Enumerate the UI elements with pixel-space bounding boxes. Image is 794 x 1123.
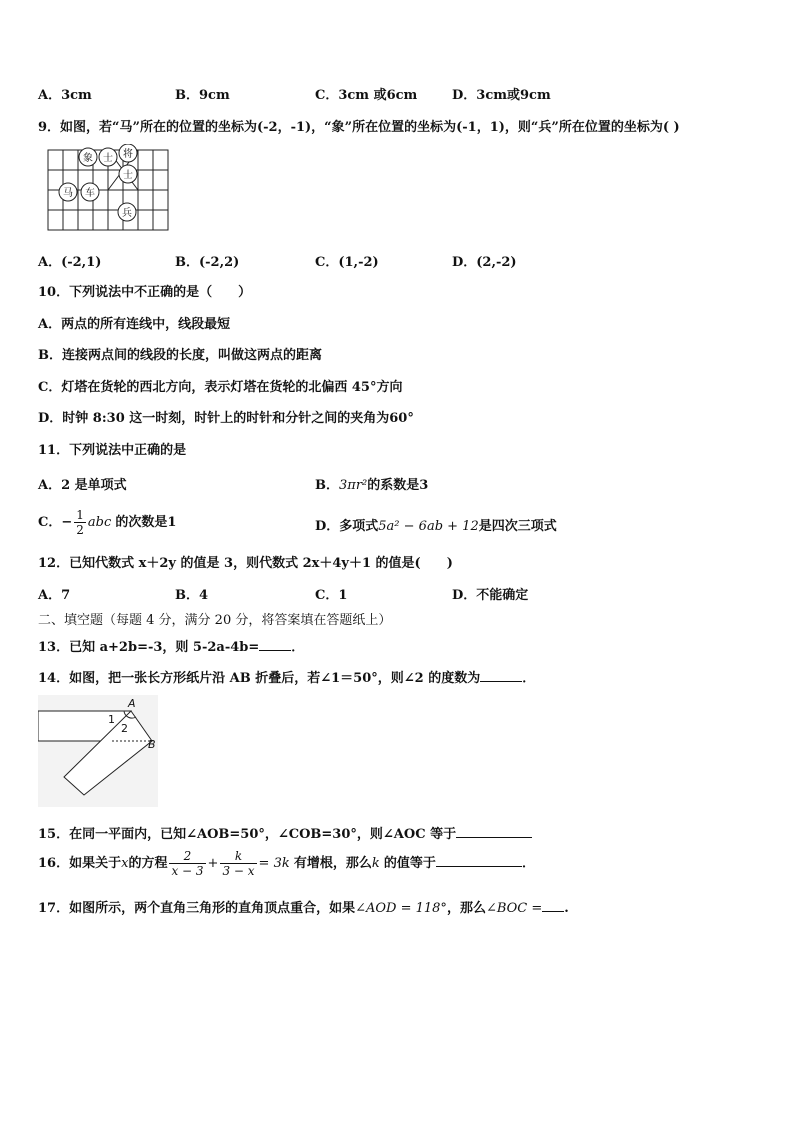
q17-end: . — [564, 901, 569, 916]
q8-option-a: A．3cm — [38, 88, 92, 103]
q11-option-c-prefix: C．− — [38, 515, 73, 530]
q16-f1-numerator: 2 — [169, 849, 205, 864]
label-angle-1: 1 — [108, 713, 115, 726]
q11-option-b-math: 3πr² — [339, 478, 368, 493]
piece-shi-2-label: 士 — [123, 170, 133, 181]
q9-option-a: A．(-2,1) — [38, 255, 102, 270]
q16-tail: 的值等于 — [383, 856, 436, 871]
q16-f1-denominator: x − 3 — [171, 864, 204, 878]
q16-answer-blank — [436, 866, 522, 867]
q11-option-c — [38, 508, 176, 537]
q11-option-d — [315, 515, 557, 534]
q11-option-c-fraction — [74, 508, 86, 537]
q11-option-d-math: 5a² − 6ab + 12 — [378, 519, 479, 534]
piece-ma-label: 马 — [63, 188, 73, 199]
q16-var-x: x — [121, 856, 129, 871]
q16-fraction-1 — [169, 849, 205, 878]
q13-body: 13．已知 a+2b=-3，则 5-2a-4b= — [38, 640, 260, 655]
q9-option-d: D．(2,-2) — [452, 255, 517, 270]
q17-text — [38, 897, 569, 916]
label-angle-2: 2 — [121, 722, 128, 735]
q15-text — [38, 823, 532, 842]
label-b: B — [148, 738, 156, 751]
q11-option-c-denominator: 2 — [76, 523, 84, 537]
q10-option-d: D．时钟 8:30 这一时刻，时针上的时针和分针之间的夹角为60° — [38, 411, 414, 426]
q10-option-c: C．灯塔在货轮的西北方向，表示灯塔在货轮的北偏西 45°方向 — [38, 380, 403, 395]
q12-text: 12．已知代数式 x＋2y 的值是 3，则代数式 2x＋4y＋1 的值是( ) — [38, 556, 453, 571]
q12-option-c: C．1 — [315, 588, 348, 603]
q11-option-b — [315, 474, 428, 493]
q17-math-1: ∠AOD = 118° — [355, 901, 447, 916]
q11-option-b-prefix: B． — [315, 478, 339, 493]
q16-f2-denominator: 3 − x — [222, 864, 255, 878]
q16-var-k: k — [371, 856, 380, 871]
piece-jiang-label: 将 — [123, 149, 133, 160]
q11-text: 11．下列说法中正确的是 — [38, 443, 187, 458]
q11-option-d-prefix: D．多项式 — [315, 519, 379, 534]
q16-mid: 的方程 — [128, 856, 168, 871]
q17-prefix: 17．如图所示，两个直角三角形的直角顶点重合，如果 — [38, 901, 356, 916]
q16-f2-numerator: k — [220, 849, 256, 864]
q10-option-a: A．两点的所有连线中，线段最短 — [38, 317, 231, 332]
q11-option-c-math: abc — [87, 515, 112, 530]
q14-body: 14．如图，把一张长方形纸片沿 AB 折叠后，若∠1＝50°，则∠2 的度数为 — [38, 671, 481, 686]
q9-option-b: B．(-2,2) — [175, 255, 240, 270]
q15-body: 15．在同一平面内，已知∠AOB=50°，∠COB=30°，则∠AOC 等于 — [38, 827, 457, 842]
q11-option-a: A．2 是单项式 — [38, 478, 127, 493]
piece-che-label: 车 — [85, 188, 95, 199]
section-2-heading: 二、填空题（每题 4 分，满分 20 分，将答案填在答题纸上） — [38, 613, 392, 628]
q11-option-c-numerator: 1 — [76, 508, 84, 522]
q14-text: 14．如图，把一张长方形纸片沿 AB 折叠后，若∠1＝50°，则∠2 的度数为 ． — [38, 671, 536, 686]
q9-option-c: C．(1,-2) — [315, 255, 379, 270]
q16-fraction-2 — [220, 849, 256, 878]
q8-option-c: C．3cm 或6cm — [315, 88, 418, 103]
q9-text: 9．如图，若“马”所在的位置的坐标为(-2，-1)，“象”所在位置的坐标为(-1，1)，则“兵”所在位置的坐标为( ) — [38, 120, 680, 135]
q17-answer-blank — [542, 911, 564, 912]
q16-rhs: = 3k — [258, 856, 290, 871]
q16-after: 有增根，那么 — [293, 856, 372, 871]
q12-option-a: A．7 — [38, 588, 71, 603]
q13-answer-blank — [259, 650, 291, 651]
label-a: A — [128, 697, 136, 710]
piece-shi-1-label: 士 — [103, 153, 113, 164]
q8-option-d: D．3cm或9cm — [452, 88, 551, 103]
q12-option-d: D．不能确定 — [452, 588, 529, 603]
q17-math-2: ∠BOC = — [485, 901, 543, 916]
q16-prefix: 16．如果关于 — [38, 856, 122, 871]
q12-option-b: B．4 — [175, 588, 209, 603]
q15-answer-blank — [456, 837, 532, 838]
q16-text: 16．如果关于x的方程 $\frac{2}{x - 3}$ + $\frac{k}{3 - x}$ = 3k 有增根，那么k 的值等于 ． — [38, 849, 535, 878]
q11-option-c-suffix: 的次数是1 — [115, 515, 177, 530]
chess-board-figure — [46, 144, 171, 232]
q16-plus: + — [207, 856, 219, 871]
q10-option-b: B．连接两点间的线段的长度，叫做这两点的距离 — [38, 348, 322, 363]
q8-option-b: B．9cm — [175, 88, 230, 103]
q11-option-b-suffix: 的系数是3 — [367, 478, 429, 493]
q10-text: 10．下列说法中不正确的是（ ） — [38, 285, 252, 300]
q13-text: 13．已知 a+2b=-3，则 5-2a-4b= ． — [38, 640, 305, 655]
piece-bing-label: 兵 — [122, 208, 132, 219]
q11-option-d-suffix: 是四次三项式 — [478, 519, 557, 534]
folded-paper-figure — [38, 695, 158, 807]
q14-answer-blank — [480, 681, 522, 682]
piece-xiang-label: 象 — [83, 153, 93, 164]
q17-mid: ，那么 — [446, 901, 486, 916]
